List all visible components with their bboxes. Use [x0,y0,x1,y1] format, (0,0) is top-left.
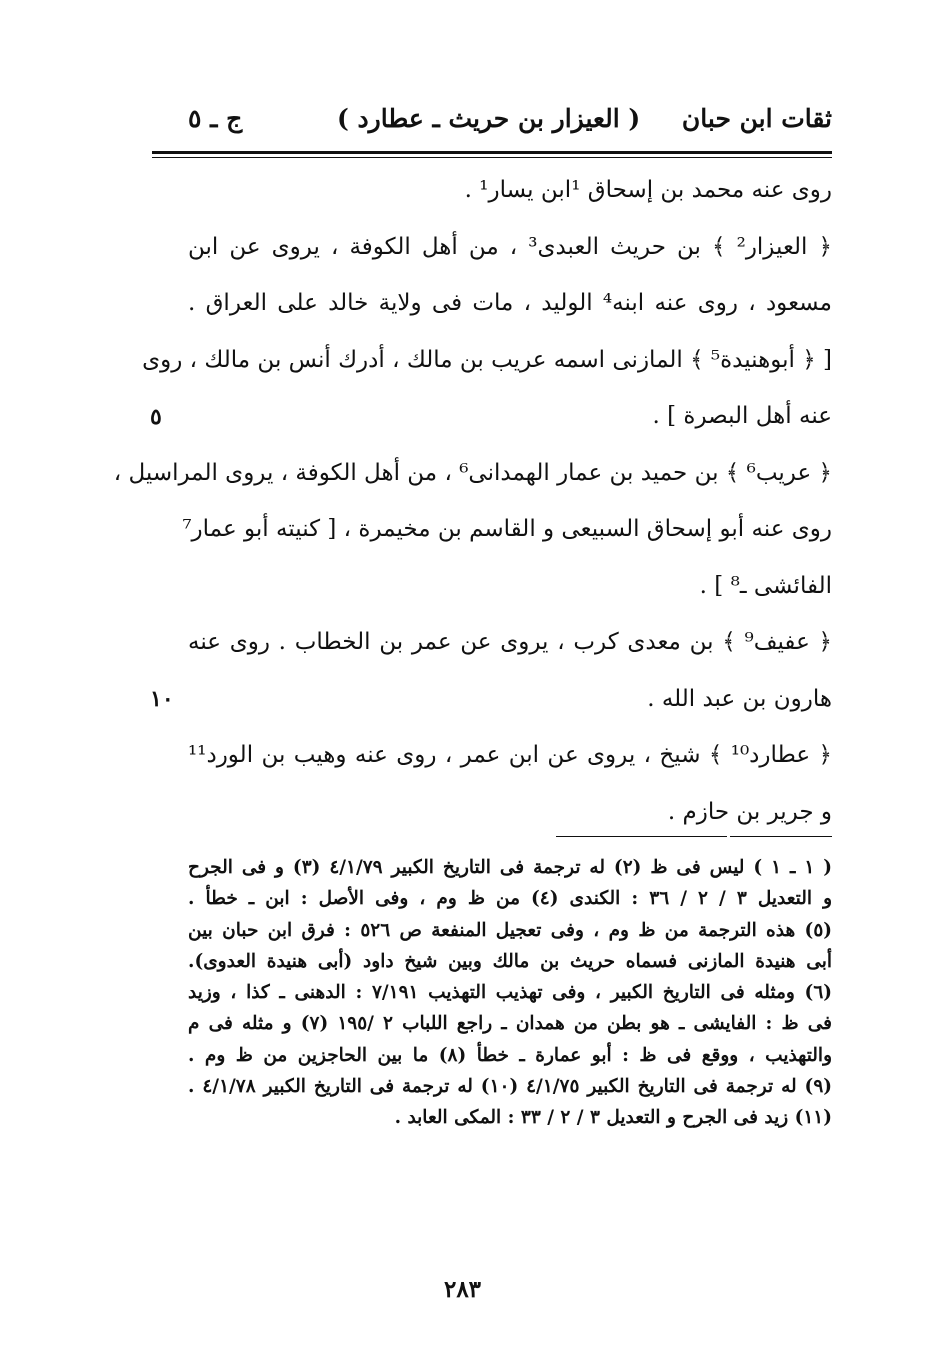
footnotes [188,852,832,1134]
header-rule-thin [152,157,832,158]
text-line: ﴿ عطارد¹⁰ ﴾ شيخ ، يروى عن ابن عمر ، روى عنه وهيب بن الورد¹¹ [188,742,832,768]
footnote-line: أبى هنيدة المازنى فسماه حريث بن مالك وبين شيخ داود (أبى هنيدة العدوى). [188,950,832,972]
running-header [152,98,832,144]
text-line: هارون بن عبد الله . [647,685,832,712]
footnote-line: و التعديل ٣ / ٢ / ٣٦ : الكندى (٤) من ظ وم ، وفى الأصل : ابن ـ خطأ . [188,888,833,910]
text-line: روى عنه محمد بن إسحاق ¹ابن يسار¹ . [464,177,832,203]
footnote-rule-gap [727,832,730,841]
book-title: ثقات ابن حبان [681,104,832,133]
text-line: عنه أهل البصرة ] . [652,403,832,429]
text-line: روى عنه أبو إسحاق السبيعى و القاسم بن مخيمرة ، [ كنيته أبو عمار⁷ [182,516,832,542]
footnote-line: ( ١ ـ ١ ) ليس فى ظ (٢) له ترجمة فى التاريخ الكبير ٤/١/٧٩ (٣) و فى الجرح [188,857,833,878]
footnote-line: (٥) هذه الترجمة من ظ وم ، وفى تعجيل المنفعة ص ٥٢٦ : فرق ابن حبان بين [188,919,833,941]
page-number: ٢٨٣ [443,1276,482,1303]
volume-label: ج ـ ٥ [188,104,243,133]
text-line: الفائشى ـ⁸ ] . [699,572,832,599]
entries-range: ( العيزار بن حريث ـ عطارد ) [337,104,641,133]
text-line: ﴿ عفيف⁹ ﴾ بن معدى كرب ، يروى عن عمر بن الخطاب . روى عنه [188,629,833,655]
footnote-line: (١١) زيد فى الجرح و التعديل ٣ / ٢ / ٣٣ : المكى العابد . [394,1107,832,1129]
margin-line-number: ١٠ [150,686,174,712]
footnote-line: (٩) له ترجمة فى التاريخ الكبير ٤/١/٧٥ (١٠) له ترجمة فى التاريخ الكبير ٤/١/٧٨ . [188,1076,833,1098]
footnote-rule [556,836,832,837]
text-line: و جرير بن حازم . [667,798,832,825]
footnote-line: فى ظ : الفايشى ـ هو بطن من همدان ـ راجع اللباب ٢ /١٩٥ (٧) و مثله فى م [188,1013,833,1035]
text-line: مسعود ، روى عنه ابنه⁴ الوليد ، مات فى ولاية خالد على العراق . [188,290,832,316]
footnote-line: والتهذيب ، ووقع فى ظ : أبو عمارة ـ خطأ (٨) ما بين الحاجزين من ظ وم . [188,1044,832,1066]
footnote-line: (٦) ومثله فى التاريخ الكبير ، وفى تهذيب التهذيب ٧/١٩١ : الدهنى ـ كذا ، وزيد [188,982,833,1004]
text-line: [ ﴿ أبوهنيدة⁵ ﴾ المازنى اسمه عريب بن مالك ، أدرك أنس بن مالك ، روى [142,346,832,373]
margin-line-number: ٥ [150,404,162,430]
header-rule-thick [152,151,832,154]
text-line: ﴿ العيزار² ﴾ بن حريث العبدى³ ، من أهل الكوفة ، يروى عن ابن [188,233,832,260]
text-line: ﴿ عريب⁶ ﴾ بن حميد بن عمار الهمدانى⁶ ، من أهل الكوفة ، يروى المراسيل ، [113,459,832,486]
